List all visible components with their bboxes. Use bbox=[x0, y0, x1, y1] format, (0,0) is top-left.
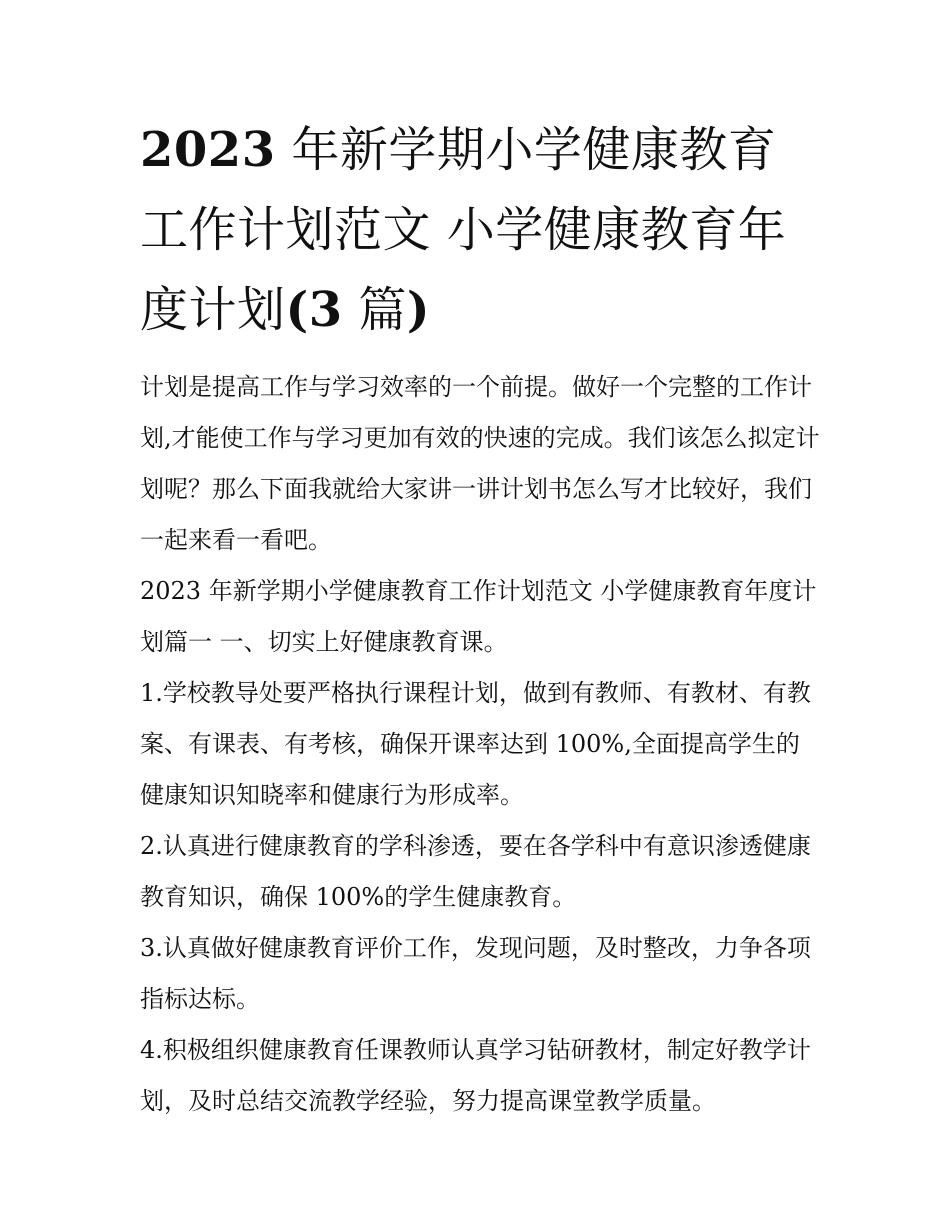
document-page bbox=[140, 110, 820, 1127]
list-item-2: 2.认真进行健康教育的学科渗透，要在各学科中有意识渗透健康教育知识，确保 100%的学生健康教育。 bbox=[140, 832, 811, 911]
document-title: 2023 年新学期小学健康教育工作计划范文 小学健康教育年度计划(3 篇) bbox=[140, 122, 787, 338]
section-heading-paragraph: 2023 年新学期小学健康教育工作计划范文 小学健康教育年度计划篇一 一、切实上好健康教育课。 bbox=[140, 577, 817, 656]
list-item-3: 3.认真做好健康教育评价工作，发现问题，及时整改，力争各项指标达标。 bbox=[140, 934, 811, 1013]
intro-paragraph: 计划是提高工作与学习效率的一个前提。做好一个完整的工作计划,才能使工作与学习更加有效的快速的完成。我们该怎么拟定计划呢？那么下面我就给大家讲一讲计划书怎么写才比较好，我们一起来看一看吧。 bbox=[140, 373, 820, 554]
list-item-4: 4.积极组织健康教育任课教师认真学习钻研教材，制定好教学计划，及时总结交流教学经验，努力提高课堂教学质量。 bbox=[140, 1036, 811, 1115]
list-item-1: 1.学校教导处要严格执行课程计划，做到有教师、有教材、有教案、有课表、有考核，确保开课率达到 100%,全面提高学生的健康知识知晓率和健康行为形成率。 bbox=[140, 679, 811, 809]
